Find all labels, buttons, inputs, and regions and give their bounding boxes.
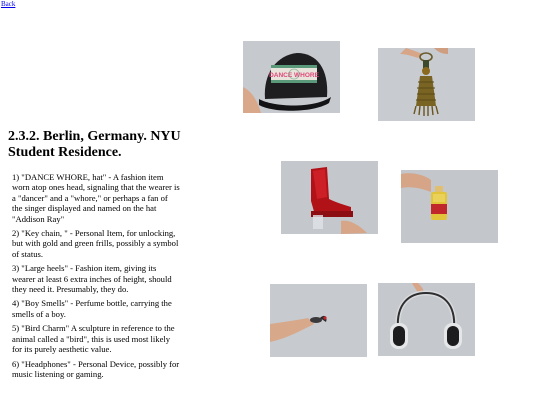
item-description-bird-charm: 5) "Bird Charm" A sculpture in reference to the animal called a "bird", this is used most likely for its purely aesthetic value. [12, 323, 175, 355]
heels-photo [281, 161, 378, 234]
perfume-photo [401, 170, 498, 243]
hat-patch-text: DANCE WHORE [269, 72, 319, 79]
item-description-key-chain: 2) "Key chain, " - Personal Item, for unlocking, but with gold and green frills, possibly a symbol of status. [12, 228, 179, 259]
headphones-photo [378, 283, 475, 356]
item-description-headphones: 6) "Headphones" - Personal Device, possibly for music listening or gaming. [12, 358, 180, 379]
item-description-hat: 1) "DANCE WHORE, hat" - A fashion item worn atop ones head, signaling that the wearer is a "dancer" and a "whore," or perhaps a fan of the singer displayed and named on the hat "Addison Ray" [12, 172, 180, 224]
key-chain-photo [378, 48, 475, 121]
hat-photo [243, 41, 340, 113]
back-link[interactable]: Back [1, 0, 16, 8]
bird-charm-photo [270, 284, 367, 357]
item-description-heels: 3) "Large heels" - Fashion item, giving its wearer at least 6 extra inches of height, should they need it. Presumably, they do. [12, 263, 172, 295]
section-title: 2.3.2. Berlin, Germany. NYU Student Residence. [8, 129, 181, 160]
item-list [12, 172, 180, 383]
item-description-perfume: 4) "Boy Smells" - Perfume bottle, carrying the smells of a boy. [12, 298, 172, 319]
